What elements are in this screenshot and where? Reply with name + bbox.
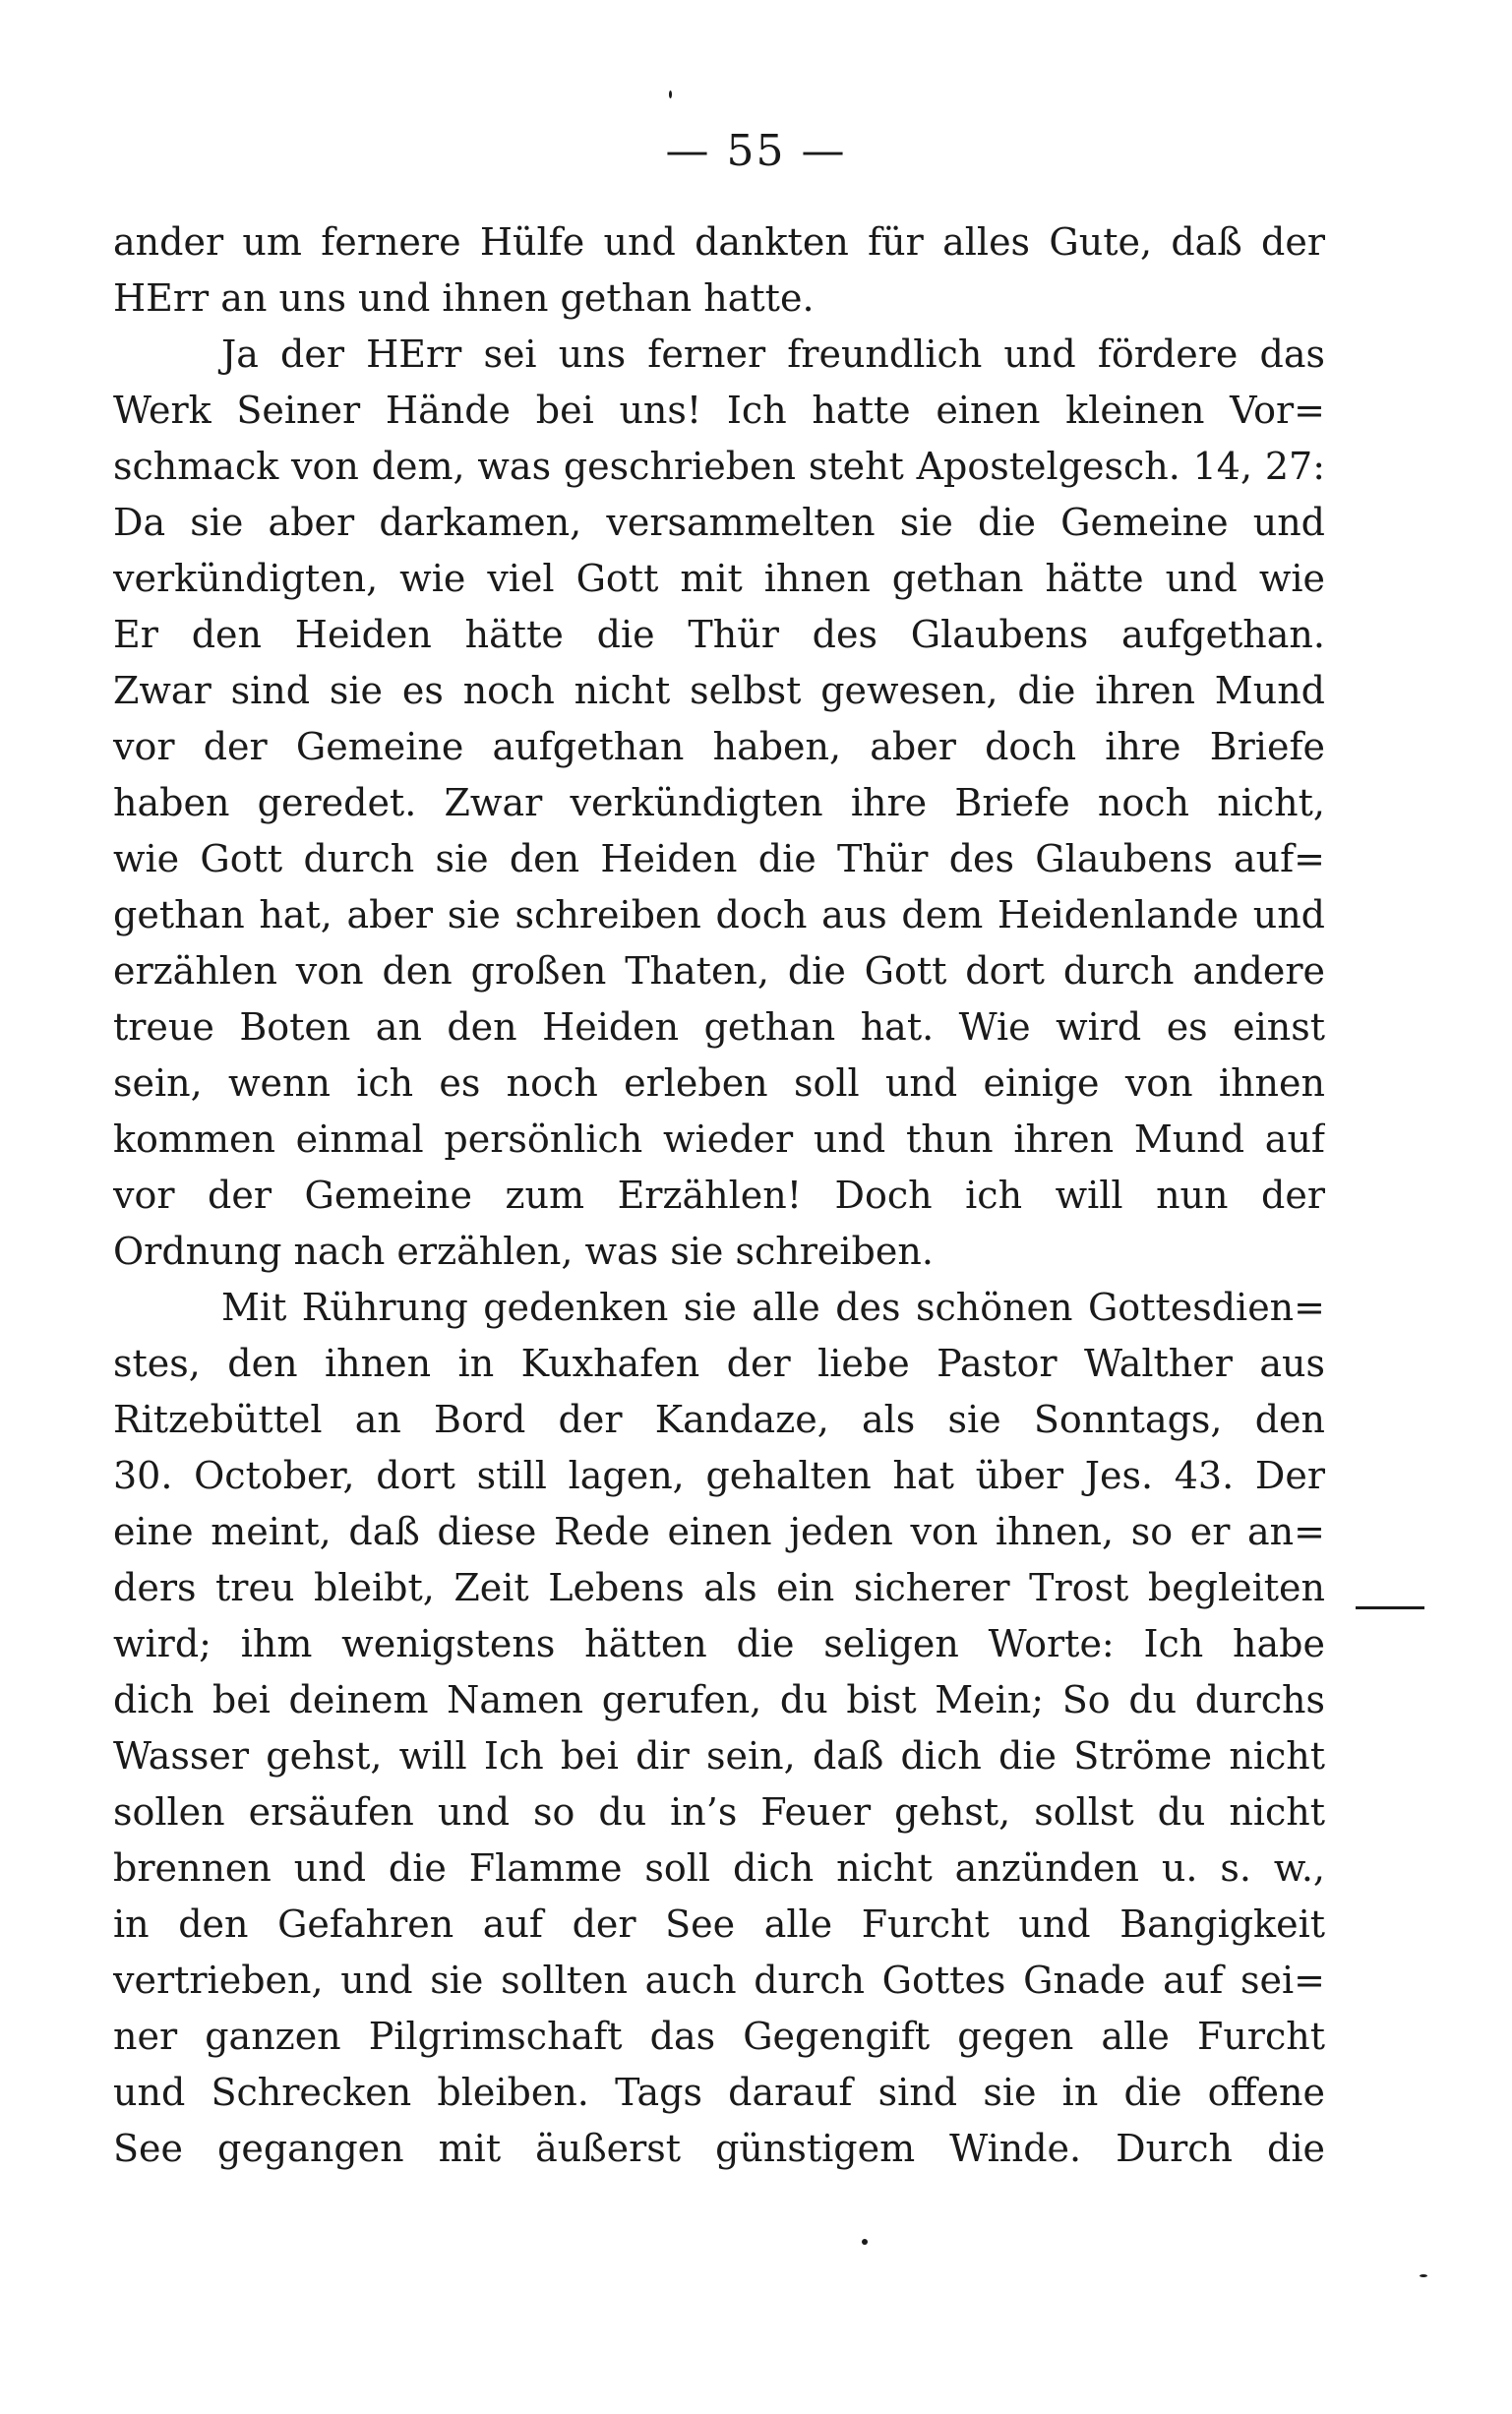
text-line: HErr an uns und ihnen gethan hatte.	[113, 276, 815, 320]
text-line: und Schrecken bleiben. Tags darauf sind sie in die offene	[113, 2071, 1325, 2114]
text-line: Ordnung nach erzählen, was sie schreiben.	[113, 1230, 934, 1273]
text-line: stes, den ihnen in Kuxhafen der liebe Pastor Walther aus	[113, 1342, 1325, 1385]
text-line: Zwar sind sie es noch nicht selbst gewesen, die ihren Mund	[113, 669, 1325, 712]
text-line: See gegangen mit äußerst günstigem Winde. Durch die	[113, 2127, 1325, 2170]
margin-dash-mark	[1356, 1606, 1424, 1609]
text-line: ner ganzen Pilgrimschaft das Gegengift gegen alle Furcht	[113, 2015, 1325, 2058]
text-line: Er den Heiden hätte die Thür des Glaubens aufgethan.	[113, 613, 1325, 656]
text-line: verkündigten, wie viel Gott mit ihnen gethan hätte und wie	[113, 557, 1325, 600]
text-line: schmack von dem, was geschrieben steht Apostelgesch. 14, 27:	[113, 445, 1325, 488]
text-line: dich bei deinem Namen gerufen, du bist Mein; So du durchs	[113, 1678, 1325, 1721]
ink-speck	[1420, 2274, 1427, 2277]
text-line: vor der Gemeine aufgethan haben, aber doch ihre Briefe	[113, 725, 1325, 768]
text-line: Werk Seiner Hände bei uns! Ich hatte einen kleinen Vor=	[113, 389, 1325, 432]
text-line: vertrieben, und sie sollten auch durch Gottes Gnade auf sei=	[113, 1959, 1325, 2002]
text-line: treue Boten an den Heiden gethan hat. Wie wird es einst	[113, 1005, 1325, 1049]
ink-speck	[669, 91, 672, 98]
text-line: vor der Gemeine zum Erzählen! Doch ich will nun der	[113, 1174, 1325, 1217]
text-line: sein, wenn ich es noch erleben soll und einige von ihnen	[113, 1061, 1325, 1105]
text-line: wie Gott durch sie den Heiden die Thür des Glaubens auf=	[113, 837, 1325, 880]
text-line: ders treu bleibt, Zeit Lebens als ein sicherer Trost begleiten	[113, 1566, 1325, 1609]
text-line: sollen ersäufen und so du in’s Feuer gehst, sollst du nicht	[113, 1790, 1325, 1834]
text-line: eine meint, daß diese Rede einen jeden von ihnen, so er an=	[113, 1510, 1325, 1553]
text-line: wird; ihm wenigstens hätten die seligen Worte: Ich habe	[113, 1622, 1325, 1665]
text-line: gethan hat, aber sie schreiben doch aus dem Heidenlande und	[113, 893, 1325, 936]
ink-speck	[862, 2239, 868, 2245]
page-number: — 55 —	[665, 126, 847, 176]
text-line: brennen und die Flamme soll dich nicht anzünden u. s. w.,	[113, 1846, 1325, 1890]
text-line: Ja der HErr sei uns ferner freundlich und fördere das	[221, 332, 1325, 376]
text-line: haben geredet. Zwar verkündigten ihre Briefe noch nicht,	[113, 781, 1325, 824]
text-line: Wasser gehst, will Ich bei dir sein, daß dich die Ströme nicht	[113, 1734, 1325, 1778]
text-line: Ritzebüttel an Bord der Kandaze, als sie Sonntags, den	[113, 1398, 1325, 1441]
text-line: ander um fernere Hülfe und dankten für alles Gute, daß der	[113, 220, 1325, 264]
body-text	[113, 214, 1325, 2177]
text-line: 30. October, dort still lagen, gehalten hat über Jes. 43. Der	[113, 1454, 1325, 1497]
text-line: in den Gefahren auf der See alle Furcht und Bangigkeit	[113, 1902, 1325, 1946]
text-line: erzählen von den großen Thaten, die Gott dort durch andere	[113, 949, 1325, 993]
text-line: Mit Rührung gedenken sie alle des schönen Gottesdien=	[221, 1286, 1325, 1329]
text-line: kommen einmal persönlich wieder und thun ihren Mund auf	[113, 1117, 1325, 1161]
text-line: Da sie aber darkamen, versammelten sie die Gemeine und	[113, 501, 1325, 544]
